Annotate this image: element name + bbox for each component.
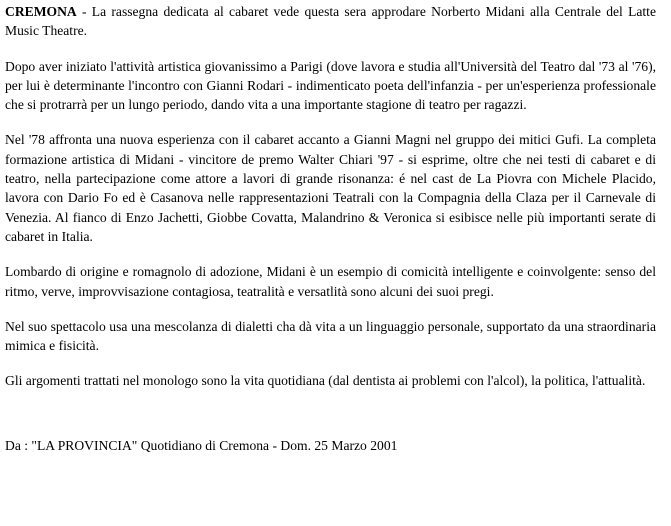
source-credit: Da : "LA PROVINCIA" Quotidiano di Cremona - Dom. 25 Marzo 2001 xyxy=(5,437,398,453)
paragraph-style: Lombardo di origine e romagnolo di adozione, Midani è un esempio di comicità intelligente e coinvolgente: senso del ritmo, verve, improvvisazione contagiosa, teatralità e versatlità sono alcuni dei suoi pregi. xyxy=(5,264,656,299)
lead-paragraph xyxy=(5,2,656,41)
paragraph-cabaret: Nel '78 affronta una nuova esperienza con il cabaret accanto a Gianni Magni nel gruppo dei mitici Gufi. La completa formazione artistica di Midani - vincitore de premo Walter Chiari '97 - si esprime, oltre che nei testi di cabaret e di teatro, nella partecipazione come attore a lavori di grande risonanza: é nel cast de La Piovra con Michele Placido, lavora con Dario Fo ed è Casanova nelle rappresentazioni Teatrali con la Compagnia della Claza per il Carnevale di Venezia. Al fianco di Enzo Jachetti, Giobbe Covatta, Malandrino & Veronica si esibisce nelle più importanti serate di cabaret in Italia. xyxy=(5,132,656,244)
article-body xyxy=(5,2,656,471)
dateline: CREMONA xyxy=(5,4,77,19)
paragraph-topics: Gli argomenti trattati nel monologo sono la vita quotidiana (dal dentista ai problemi con l'alcol), la politica, l'attualità. xyxy=(5,373,646,389)
paragraph-career-start: Dopo aver iniziato l'attività artistica giovanissimo a Parigi (dove lavora e studia all'Università del Teatro dal '73 al '76), per lui è determinante l'incontro con Gianni Rodari - indimenticato poeta dell'infanzia - per un'esperienza professionale che si protrarrà per un lungo periodo, dando vita a una importante stagione di teatro per ragazzi. xyxy=(5,58,656,113)
paragraph-show: Nel suo spettacolo usa una mescolanza di dialetti cha dà vita a un linguaggio personale, supportato da una straordinaria mimica e fisicità. xyxy=(5,318,656,354)
spacer xyxy=(5,407,656,436)
lead-text: - La rassegna dedicata al cabaret vede questa sera approdare Norberto Midani alla Centrale del Latte Music Theatre. xyxy=(5,4,656,39)
